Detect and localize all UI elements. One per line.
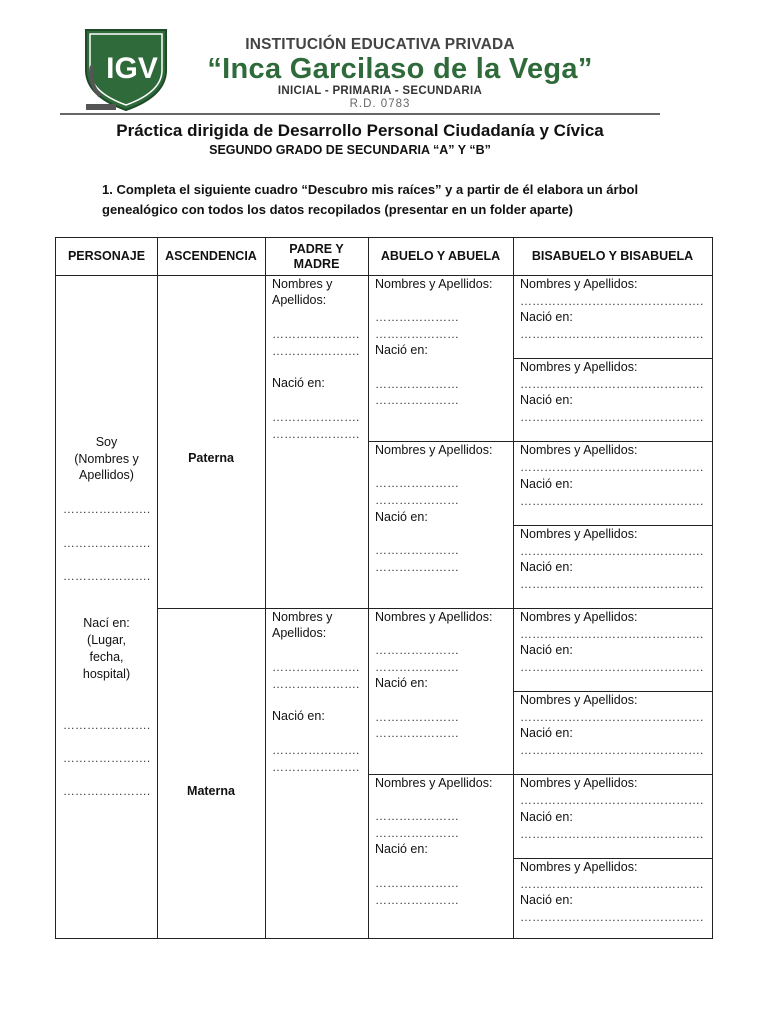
fill-line: ……………………………………….	[520, 377, 704, 391]
bisabuelo-nacio-label: Nació en:	[520, 477, 573, 491]
abuela-nacio-label: Nació en:	[375, 842, 428, 856]
fill-line: ………………….	[272, 677, 360, 691]
fill-line: ………………….	[62, 569, 151, 583]
fill-line: …………………	[375, 377, 459, 391]
header-ascendencia: ASCENDENCIA	[165, 249, 257, 263]
institution-name: “Inca Garcilaso de la Vega”	[207, 53, 593, 85]
fill-line: ………………….	[62, 784, 151, 798]
abuela-nacio-label: Nació en:	[375, 510, 428, 524]
fill-line: …………………	[375, 327, 459, 341]
fill-line: ………………….	[272, 743, 360, 757]
fill-line: …………………	[375, 310, 459, 324]
personaje-naci-en: Nací en:	[83, 616, 130, 630]
fill-line: ………………….	[272, 660, 360, 674]
header-padre-madre: PADRE Y MADRE	[289, 241, 344, 271]
personaje-soy: Soy	[95, 435, 118, 449]
padre-nombres-label: Nombres y	[272, 277, 333, 291]
fill-line: ………………….	[62, 751, 151, 765]
bisabuelo-nombres-label: Nombres y Apellidos:	[520, 443, 638, 457]
fill-line: ………………….	[272, 760, 360, 774]
svg-text:IGV: IGV	[106, 52, 158, 85]
fill-line: …………………	[375, 809, 459, 823]
madre-nacio-label: Nació en:	[272, 709, 325, 723]
fill-line: …………………	[375, 660, 459, 674]
fill-line: …………………	[375, 543, 459, 557]
fill-line: ……………………………………….	[520, 910, 704, 924]
fill-line: …………………	[375, 893, 459, 907]
column-divider	[157, 238, 158, 938]
abuelo-nombres-label: Nombres y Apellidos:	[375, 277, 493, 291]
bisabuelo-nacio-label: Nació en:	[520, 643, 573, 657]
fill-line: ……………………………………….	[520, 710, 704, 724]
personaje-hospital: hospital)	[82, 667, 131, 681]
bisabuela-nombres-label: Nombres y Apellidos:	[520, 693, 638, 707]
fill-line: ………………….	[62, 718, 151, 732]
instruction-text: 1. Completa el siguiente cuadro “Descubro mis raíces” y a partir de él elabora un árbol genealógico con todos los datos recopilados (presentar en un folder aparte)	[102, 182, 639, 217]
institution-levels: INICIAL - PRIMARIA - SECUNDARIA	[277, 85, 483, 97]
fill-line: ………………….	[62, 536, 151, 550]
fill-line: ……………………………………….	[520, 460, 704, 474]
igv-shield-logo	[80, 26, 172, 112]
bisabuelo-nacio-label: Nació en:	[520, 310, 573, 324]
bisabuela-nacio-label: Nació en:	[520, 560, 573, 574]
bisabuela-nacio-label: Nació en:	[520, 393, 573, 407]
fill-line: ……………………………………….	[520, 827, 704, 841]
institution-type: INSTITUCIÓN EDUCATIVA PRIVADA	[245, 36, 515, 53]
page-subtitle: SEGUNDO GRADO DE SECUNDARIA “A” Y “B”	[209, 143, 491, 157]
fill-line: ………………….	[272, 410, 360, 424]
fill-line: …………………	[375, 726, 459, 740]
abuelo-nacio-label: Nació en:	[375, 343, 428, 357]
abuela-nombres-label: Nombres y Apellidos:	[375, 776, 493, 790]
header-divider	[60, 113, 660, 115]
fill-line: ………………….	[272, 427, 360, 441]
fill-line: ……………………………………….	[520, 544, 704, 558]
ascendencia-paterna: Paterna	[188, 451, 234, 465]
fill-line: …………………	[375, 560, 459, 574]
fill-line: ………………….	[62, 502, 151, 516]
fill-line: ……………………………………….	[520, 327, 704, 341]
bisabuelo-nombres-label: Nombres y Apellidos:	[520, 776, 638, 790]
document-header	[0, 0, 768, 120]
fill-line: …………………	[375, 826, 459, 840]
fill-line: ………………….	[272, 344, 360, 358]
column-divider	[265, 238, 266, 938]
fill-line: …………………	[375, 876, 459, 890]
fill-line: ……………………………………….	[520, 410, 704, 424]
fill-line: ……………………………………….	[520, 494, 704, 508]
fill-line: ……………………………………….	[520, 877, 704, 891]
fill-line: …………………	[375, 710, 459, 724]
bisabuela-nombres-label: Nombres y Apellidos:	[520, 360, 638, 374]
personaje-apellidos: Apellidos)	[79, 468, 134, 482]
fill-line: …………………	[375, 493, 459, 507]
fill-line: ……………………………………….	[520, 294, 704, 308]
fill-line: …………………	[375, 476, 459, 490]
abuela-nombres-label: Nombres y Apellidos:	[375, 443, 493, 457]
personaje-nombres: (Nombres y	[74, 452, 139, 466]
madre-nombres-label: Nombres y	[272, 610, 333, 624]
abuelo-nombres-label: Nombres y Apellidos:	[375, 610, 493, 624]
header-personaje: PERSONAJE	[67, 249, 146, 263]
ascendencia-materna: Materna	[187, 784, 235, 798]
fill-line: ……………………………………….	[520, 577, 704, 591]
fill-line: …………………	[375, 643, 459, 657]
padre-apellidos-label: Apellidos:	[272, 293, 327, 307]
abuelo-nacio-label: Nació en:	[375, 676, 428, 690]
personaje-fecha: fecha,	[89, 650, 124, 664]
padre-nacio-label: Nació en:	[272, 376, 325, 390]
fill-line: ……………………………………….	[520, 627, 704, 641]
fill-line: ……………………………………….	[520, 793, 704, 807]
madre-apellidos-label: Apellidos:	[272, 626, 327, 640]
bisabuela-nacio-label: Nació en:	[520, 726, 573, 740]
bisabuela-nacio-label: Nació en:	[520, 893, 573, 907]
family-tree-table	[55, 237, 713, 939]
header-abuelo-abuela: ABUELO Y ABUELA	[380, 249, 501, 263]
bisabuelo-nombres-label: Nombres y Apellidos:	[520, 610, 638, 624]
fill-line: …………………	[375, 393, 459, 407]
personaje-lugar: (Lugar,	[87, 633, 126, 647]
bisabuela-nombres-label: Nombres y Apellidos:	[520, 860, 638, 874]
bisabuelo-nombres-label: Nombres y Apellidos:	[520, 277, 638, 291]
institution-rd: R.D. 0783	[349, 98, 411, 110]
column-divider	[368, 238, 369, 938]
header-bisabuelo-bisabuela: BISABUELO Y BISABUELA	[531, 249, 694, 263]
fill-line: ……………………………………….	[520, 660, 704, 674]
bisabuela-nombres-label: Nombres y Apellidos:	[520, 527, 638, 541]
page-title: Práctica dirigida de Desarrollo Personal Ciudadanía y Cívica	[116, 121, 604, 140]
bisabuelo-nacio-label: Nació en:	[520, 810, 573, 824]
column-divider	[513, 238, 514, 938]
fill-line: ………………….	[272, 327, 360, 341]
fill-line: ……………………………………….	[520, 743, 704, 757]
